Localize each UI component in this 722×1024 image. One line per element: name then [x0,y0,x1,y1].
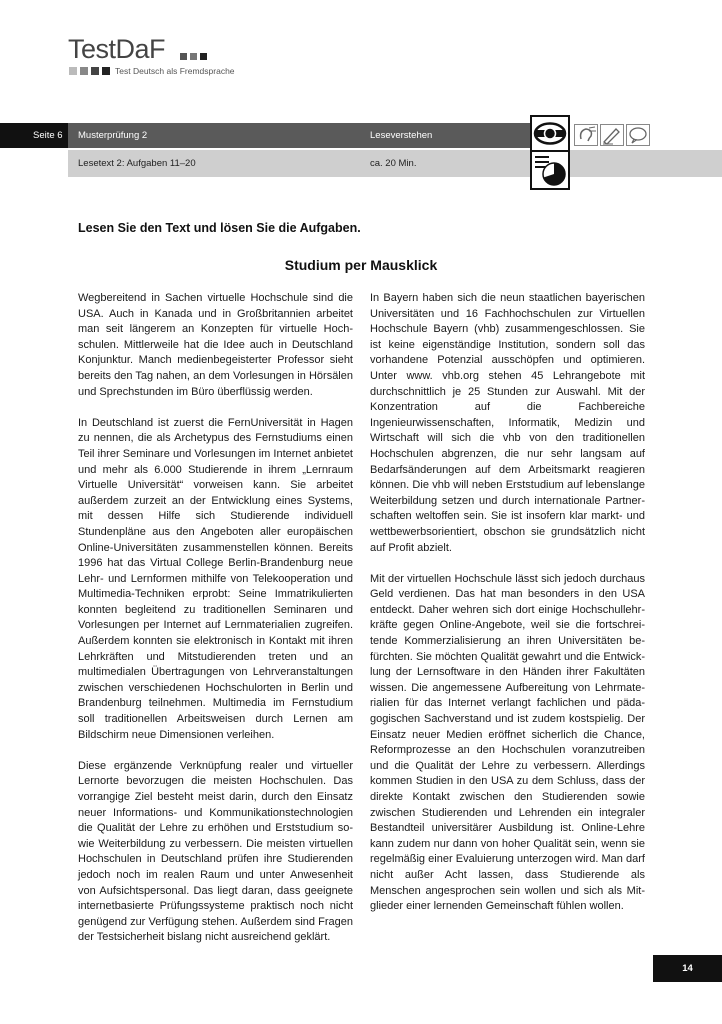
speaking-icon [626,124,650,146]
logo-tagline: Test Deutsch als Fremdsprache [115,66,235,76]
article-column-left [78,291,353,946]
page-number-box [653,955,722,982]
pie-chart-icon [530,150,570,190]
writing-icon [600,124,624,146]
paragraph: Wegbereitend in Sachen virtuelle Hochschule sind die USA. Auch in Kanada und in Großbritannien arbeitet man seit längerem an Konzepten für virtuelle Hochschulen. Mittlerweile hat die Idee auch in Deutschland Konjunktur. Manch medienbegeisterter Professor sieht bereits den Tag nahen, an dem Vorlesungen in Hörsälen und Sprechstunden im Büro überflüssig werden. [78,292,353,398]
article-title: Studium per Mausklick [284,257,438,273]
duration-label: ca. 20 Min. [370,158,417,169]
header-bar-bottom [68,150,722,177]
page-label: Seite 6 [33,130,63,141]
header-bar-top [0,123,530,148]
page-number: 14 [682,963,693,974]
paragraph: Diese ergänzende Verknüpfung realer und virtueller Lernorte bevorzugen die meisten Hochschulen. Das vorrangige Ziel besteht meist darin, durch den Einsatz neuer Informations- und Kommunikationstechnologien die Qualität der Lehre zu erhöhen und Erststudium sowie Weiterbildung zu verbessern. Die meisten virtuellen Hochschulen in Deutschland prüfen ihre Studierenden jedoch noch im realen Raum und unter Anwesenheit von Aufsichtspersonal. Das liegt daran, dass geeignete internetbasierte Prüfungssysteme praktisch noch nicht genügend zur Verfügung stehen. Außerdem sind Fragen der Testsicherheit bislang nicht ausreichend geklärt. [78,759,353,944]
page-label-box [0,123,68,148]
listening-icon [574,124,598,146]
logo-wordmark: TestDaF [68,34,166,64]
paragraph: In Bayern haben sich die neun staatlichen bayerischen Universitäten und 16 Fachhochschulen zur Virtuellen Hochschule Bayern (vhb) zusammengeschlossen. Sie ist keine eigenständige Institution, sondern soll das vorhandene Potenzial ausschöpfen und optimieren. Unter www. vhb.org stehen 45 Lehrangebote mit durchschnittlich je 25 Stunden zur Auswahl. Mit der Konzentration auf die Fachbereiche Ingenieurwissenschaften, Informatik, Medizin und Wirtschaft will sich die vhb von den traditionellen Hochschulen abgrenzen, die nur sehr langsam auf Bedarfsänderungen auf dem Arbeitsmarkt reagieren können. Die vhb will neben Erststudium auf lebenslange Weiterbildung setzen und durch internationale Partnerschaften weltoffen sein. Sie ist insofern klar markt- und wettbewerbsorientiert, obschon sie grundsätzlich nicht auf Profit abzielt. [370,292,645,554]
text-label: Lesetext 2: Aufgaben 11–20 [78,158,196,169]
testdaf-logo [68,34,235,76]
task-instruction: Lesen Sie den Text und lösen Sie die Aufgaben. [78,221,361,235]
eye-icon [530,115,570,152]
article-column-right [370,291,645,915]
logo-squares [180,53,207,60]
section-label: Leseverstehen [370,130,433,141]
exam-label: Musterprüfung 2 [78,130,148,141]
paragraph: Mit der virtuellen Hochschule lässt sich jedoch durchaus Geld verdienen. Das hat man besonders in den USA entdeckt. Daher wehren sich dort einige Hochschullehrkräfte gegen Online-Angebote, weil sie die fortschreitende Kommerzialisierung an ihren Universitäten befürchten. Sie möchten Qualität gewahrt und die Entwicklung der Lernsoftware in den Händen ihrer Fakultäten wissen. Die angemessene Aufbereitung von Lehrmaterialien für das Internet verlangt fachlichen und pädagogischen Sachverstand und ist zudem kostspielig. Der Einsatz neuer Medien eröffnet sicherlich die Chance, Reformprozesse an den Hochschulen voranzutreiben und die Qualität der Lehre zu verbessern. Allerdings kommen Studien in den USA zu dem Schluss, dass der direkte Kontakt zwischen den Studierenden sowie zwischen Studierenden und Lehrenden ein integraler Bestandteil universitärer Ausbildung ist. Online-Lehre kann zudem nur dann von hoher Qualität sein, wenn sie regelmäßig einer Evaluierung unterzogen wird. Man darf nicht außer Acht lassen, dass Studierende als Menschen angesprochen sein wollen und sich als Mitglieder einer lernenden Gemeinschaft fühlen wollen. [370,572,645,913]
paragraph: In Deutschland ist zuerst die FernUniversität in Hagen zu nennen, die als Archetypus des Fernstudiums einen Teil ihrer Seminare und Vorlesungen im Internet anbietet und mehr als 6.000 Studierende in ihrem „Lernraum Virtuelle Universität“ vorweisen kann. Sie arbeitet außerdem zurzeit an der Entwicklung eines Systems, mit dessen Hilfe sich Studierende individuell Stundenpläne aus den Angeboten aller europäischen Online-Universitäten zusammenstellen können. Bereits 1996 hat das Virtual College Berlin-Brandenburg neue Lehr- und Lernformen mithilfe von Telekooperation und Multimedia-Techniken erprobt: Seine Immatrikulierten konnten begleitend zu traditionellen Seminaren und Vorlesungen per Internet auf Lernmaterialien zugreifen. Außerdem konnten sie elektronisch in Kontakt mit ihren Lehrkräften und Mitstudierenden treten und an multimedialen Übertragungen von Lehrveranstaltungen zwischen verschiedenen Hochschulorten in Berlin und Brandenburg teilnehmen. Multimedia im Fernstudium soll traditionellen Arbeitsweisen durch Lernen am Bildschirm neue Dimensionen verleihen. [78,416,353,741]
